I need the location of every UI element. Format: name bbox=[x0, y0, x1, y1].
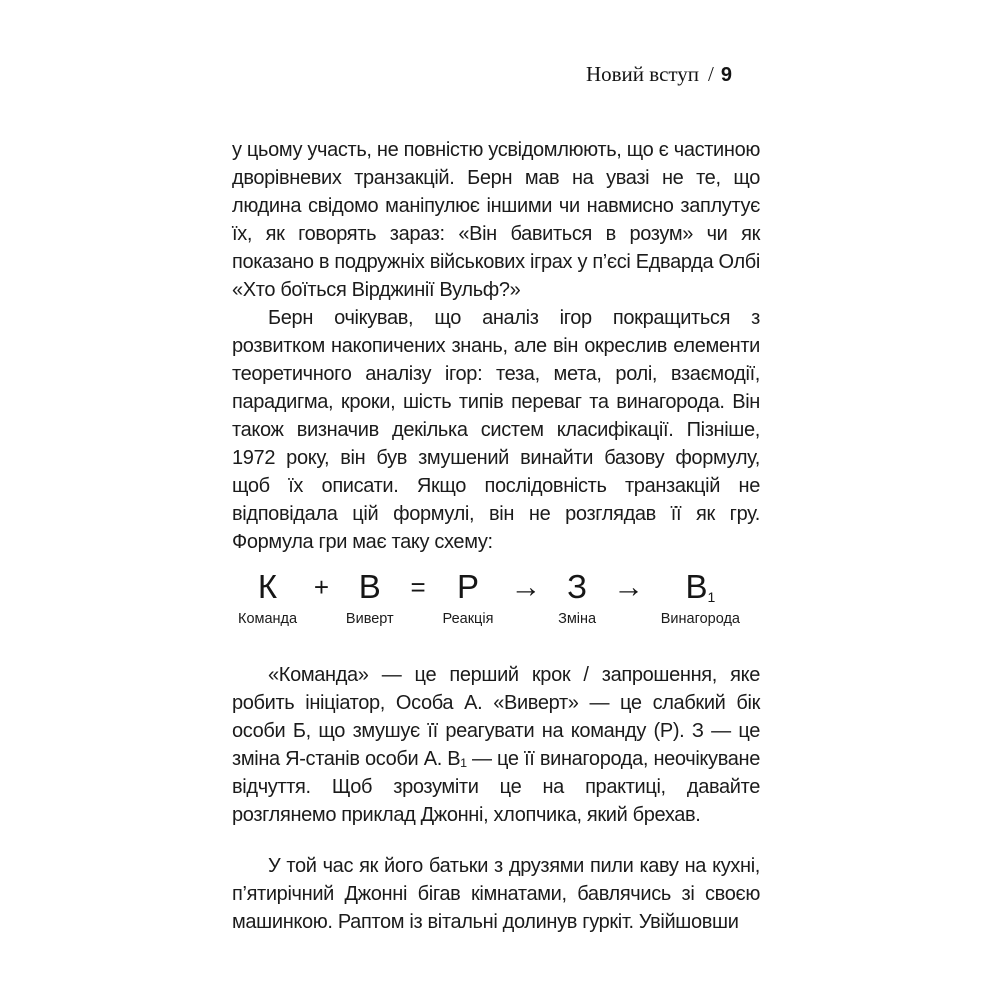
formula-label: Реакція bbox=[442, 611, 494, 627]
formula-symbol: К bbox=[257, 568, 278, 605]
page-number: 9 bbox=[720, 64, 732, 86]
formula-symbol: Р bbox=[456, 568, 479, 605]
header-separator: / bbox=[708, 62, 714, 86]
plus-operator: + bbox=[313, 572, 330, 602]
formula-term bbox=[346, 568, 394, 627]
body-paragraph: У той час як його батьки з друзями пили каву на кухні, п’ятирічний Джонні бігав кімнатами, бавлячись зі своєю машинкою. Раптом із вітальні долинув гуркіт. Увійшовши bbox=[232, 855, 760, 933]
formula-label: Зміна bbox=[558, 611, 597, 627]
chapter-title: Новий вступ bbox=[585, 62, 700, 86]
body-paragraph: «Команда» — це перший крок / запрошення, яке робить ініціатор, Особа А. «Виверт» — це слабкий бік особи Б, що змушує її реагувати на команду (Р). З — це зміна Я-станів особи А. В₁ — це її винагорода, неочікуване відчуття. Щоб зрозуміти це на практиці, давайте розглянемо приклад Джонні, хлопчика, який брехав. bbox=[232, 664, 760, 826]
formula-label: Винагорода bbox=[660, 611, 740, 627]
body-paragraph: у цьому участь, не повністю усвідомлюють, що є частиною дворівневих транзакцій. Берн мав на увазі не те, що людина свідомо маніпулює іншими чи навмисно заплутує їх, як говорять зараз: «Він бавиться в розум» чи як показано в подружніх військових іграх у п’єсі Едварда Олбі «Хто боїться Вірджинії Вульф?» bbox=[232, 139, 760, 301]
formula-label: Команда bbox=[238, 611, 298, 627]
formula-term bbox=[661, 568, 740, 627]
arrow-right-icon: → bbox=[612, 569, 644, 604]
formula-symbol: В bbox=[358, 568, 381, 605]
arrow-right-icon: → bbox=[510, 569, 542, 604]
game-formula bbox=[238, 568, 740, 627]
formula-term bbox=[558, 568, 596, 627]
running-header bbox=[586, 62, 732, 87]
formula-symbol: $В_1$ bbox=[685, 568, 716, 605]
formula-subscript: 1 bbox=[707, 589, 716, 605]
body-paragraph: Берн очікував, що аналіз ігор покращиться з розвитком накопичених знань, але він окреслив елементи теоретичного аналізу ігор: теза, мета, ролі, взаємодії, парадигма, кроки, шість типів переваг та винагорода. Він також визначив декілька систем класифікації. Пізніше, 1972 року, він був змушений винайти базову формулу, щоб їх описати. Якщо послідовність транзакцій не відповідала цій формулі, він не розглядав її як гру. Формула гри має таку схему: bbox=[232, 307, 760, 553]
formula-term bbox=[238, 568, 297, 627]
text-column bbox=[232, 136, 760, 936]
formula-symbol: З bbox=[567, 568, 588, 605]
equals-operator: = bbox=[410, 572, 426, 602]
formula-term bbox=[443, 568, 494, 627]
formula-label: Виверт bbox=[345, 611, 394, 627]
